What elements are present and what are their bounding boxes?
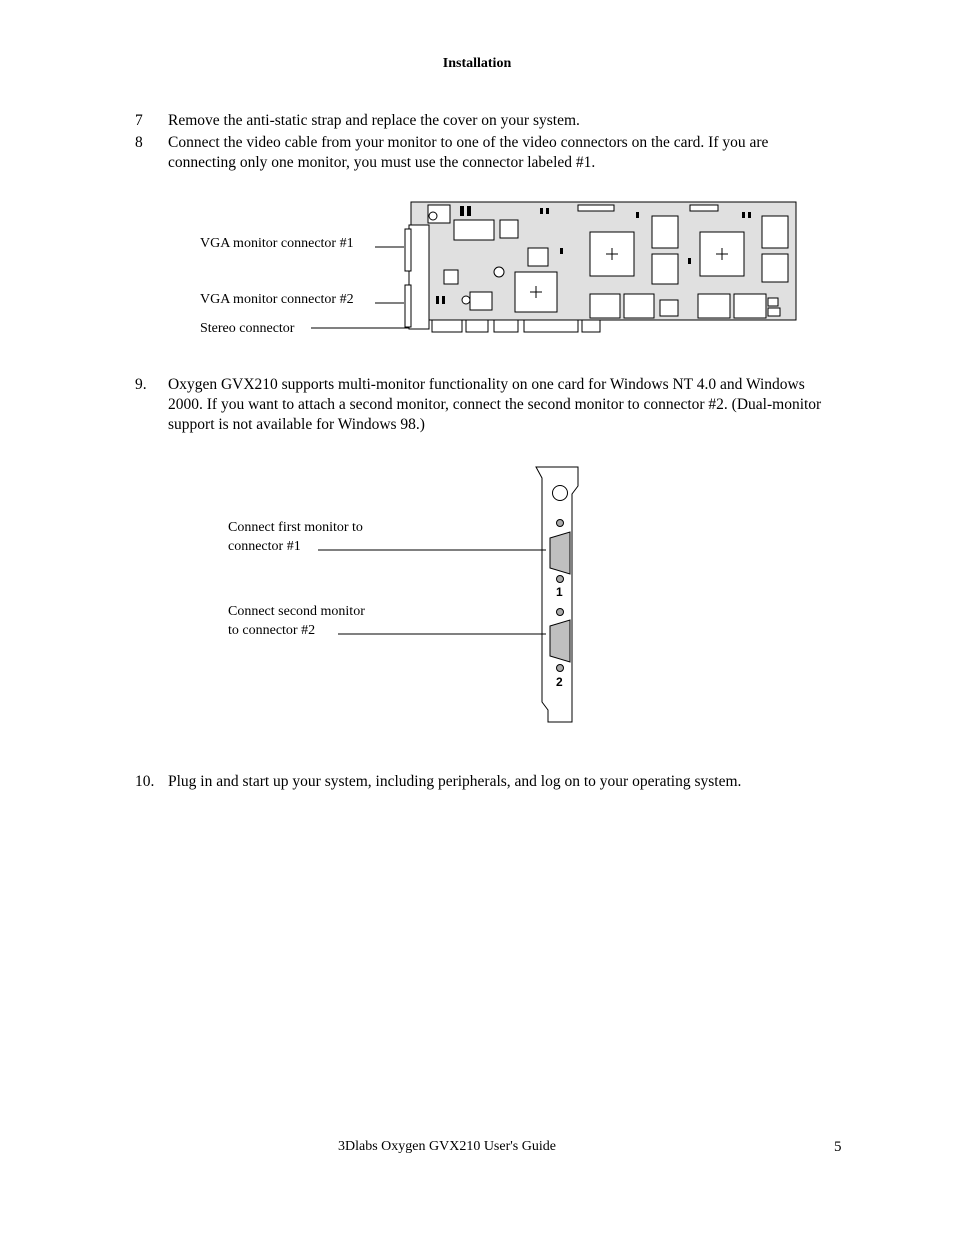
step-7: [135, 111, 835, 131]
label-first-monitor-line2: connector #1: [228, 539, 301, 554]
label-vga-connector-2: VGA monitor connector #2: [200, 292, 354, 307]
step-number: 10.: [135, 773, 155, 790]
page-number: 5: [834, 1139, 842, 1155]
graphics-card-diagram: [300, 198, 800, 338]
connector-number-1: 1: [556, 585, 563, 599]
label-first-monitor-line1: Connect first monitor to: [228, 520, 363, 535]
label-second-monitor-line1: Connect second monitor: [228, 604, 365, 619]
step-text: Plug in and start up your system, including peripherals, and log on to your operating system.: [168, 773, 742, 790]
step-number: 8: [135, 134, 143, 151]
label-second-monitor-line2: to connector #2: [228, 623, 316, 638]
step-9: [135, 375, 835, 435]
page-header: Installation: [442, 56, 512, 71]
step-number: 9.: [135, 376, 147, 393]
step-text: Oxygen GVX210 supports multi-monitor functionality on one card for Windows NT 4.0 and Windows 2000. If you want to attach a second monitor, connect the second monitor to connector #2. (Dual-monitor support is not available for Windows 98.): [168, 376, 822, 433]
label-stereo-connector: Stereo connector: [200, 321, 295, 336]
footer-document-title: 3Dlabs Oxygen GVX210 User's Guide: [338, 1139, 556, 1154]
step-text: Remove the anti-static strap and replace the cover on your system.: [168, 112, 580, 129]
step-10: [135, 772, 835, 792]
step-text: Connect the video cable from your monitor to one of the video connectors on the card. If you are connecting only one monitor, you must use the connector labeled #1.: [168, 134, 769, 171]
step-number: 7: [135, 112, 143, 129]
connector-number-2: 2: [556, 675, 563, 689]
mounting-bracket-diagram: [300, 460, 600, 730]
step-8: [135, 133, 835, 173]
label-vga-connector-1: VGA monitor connector #1: [200, 236, 354, 251]
